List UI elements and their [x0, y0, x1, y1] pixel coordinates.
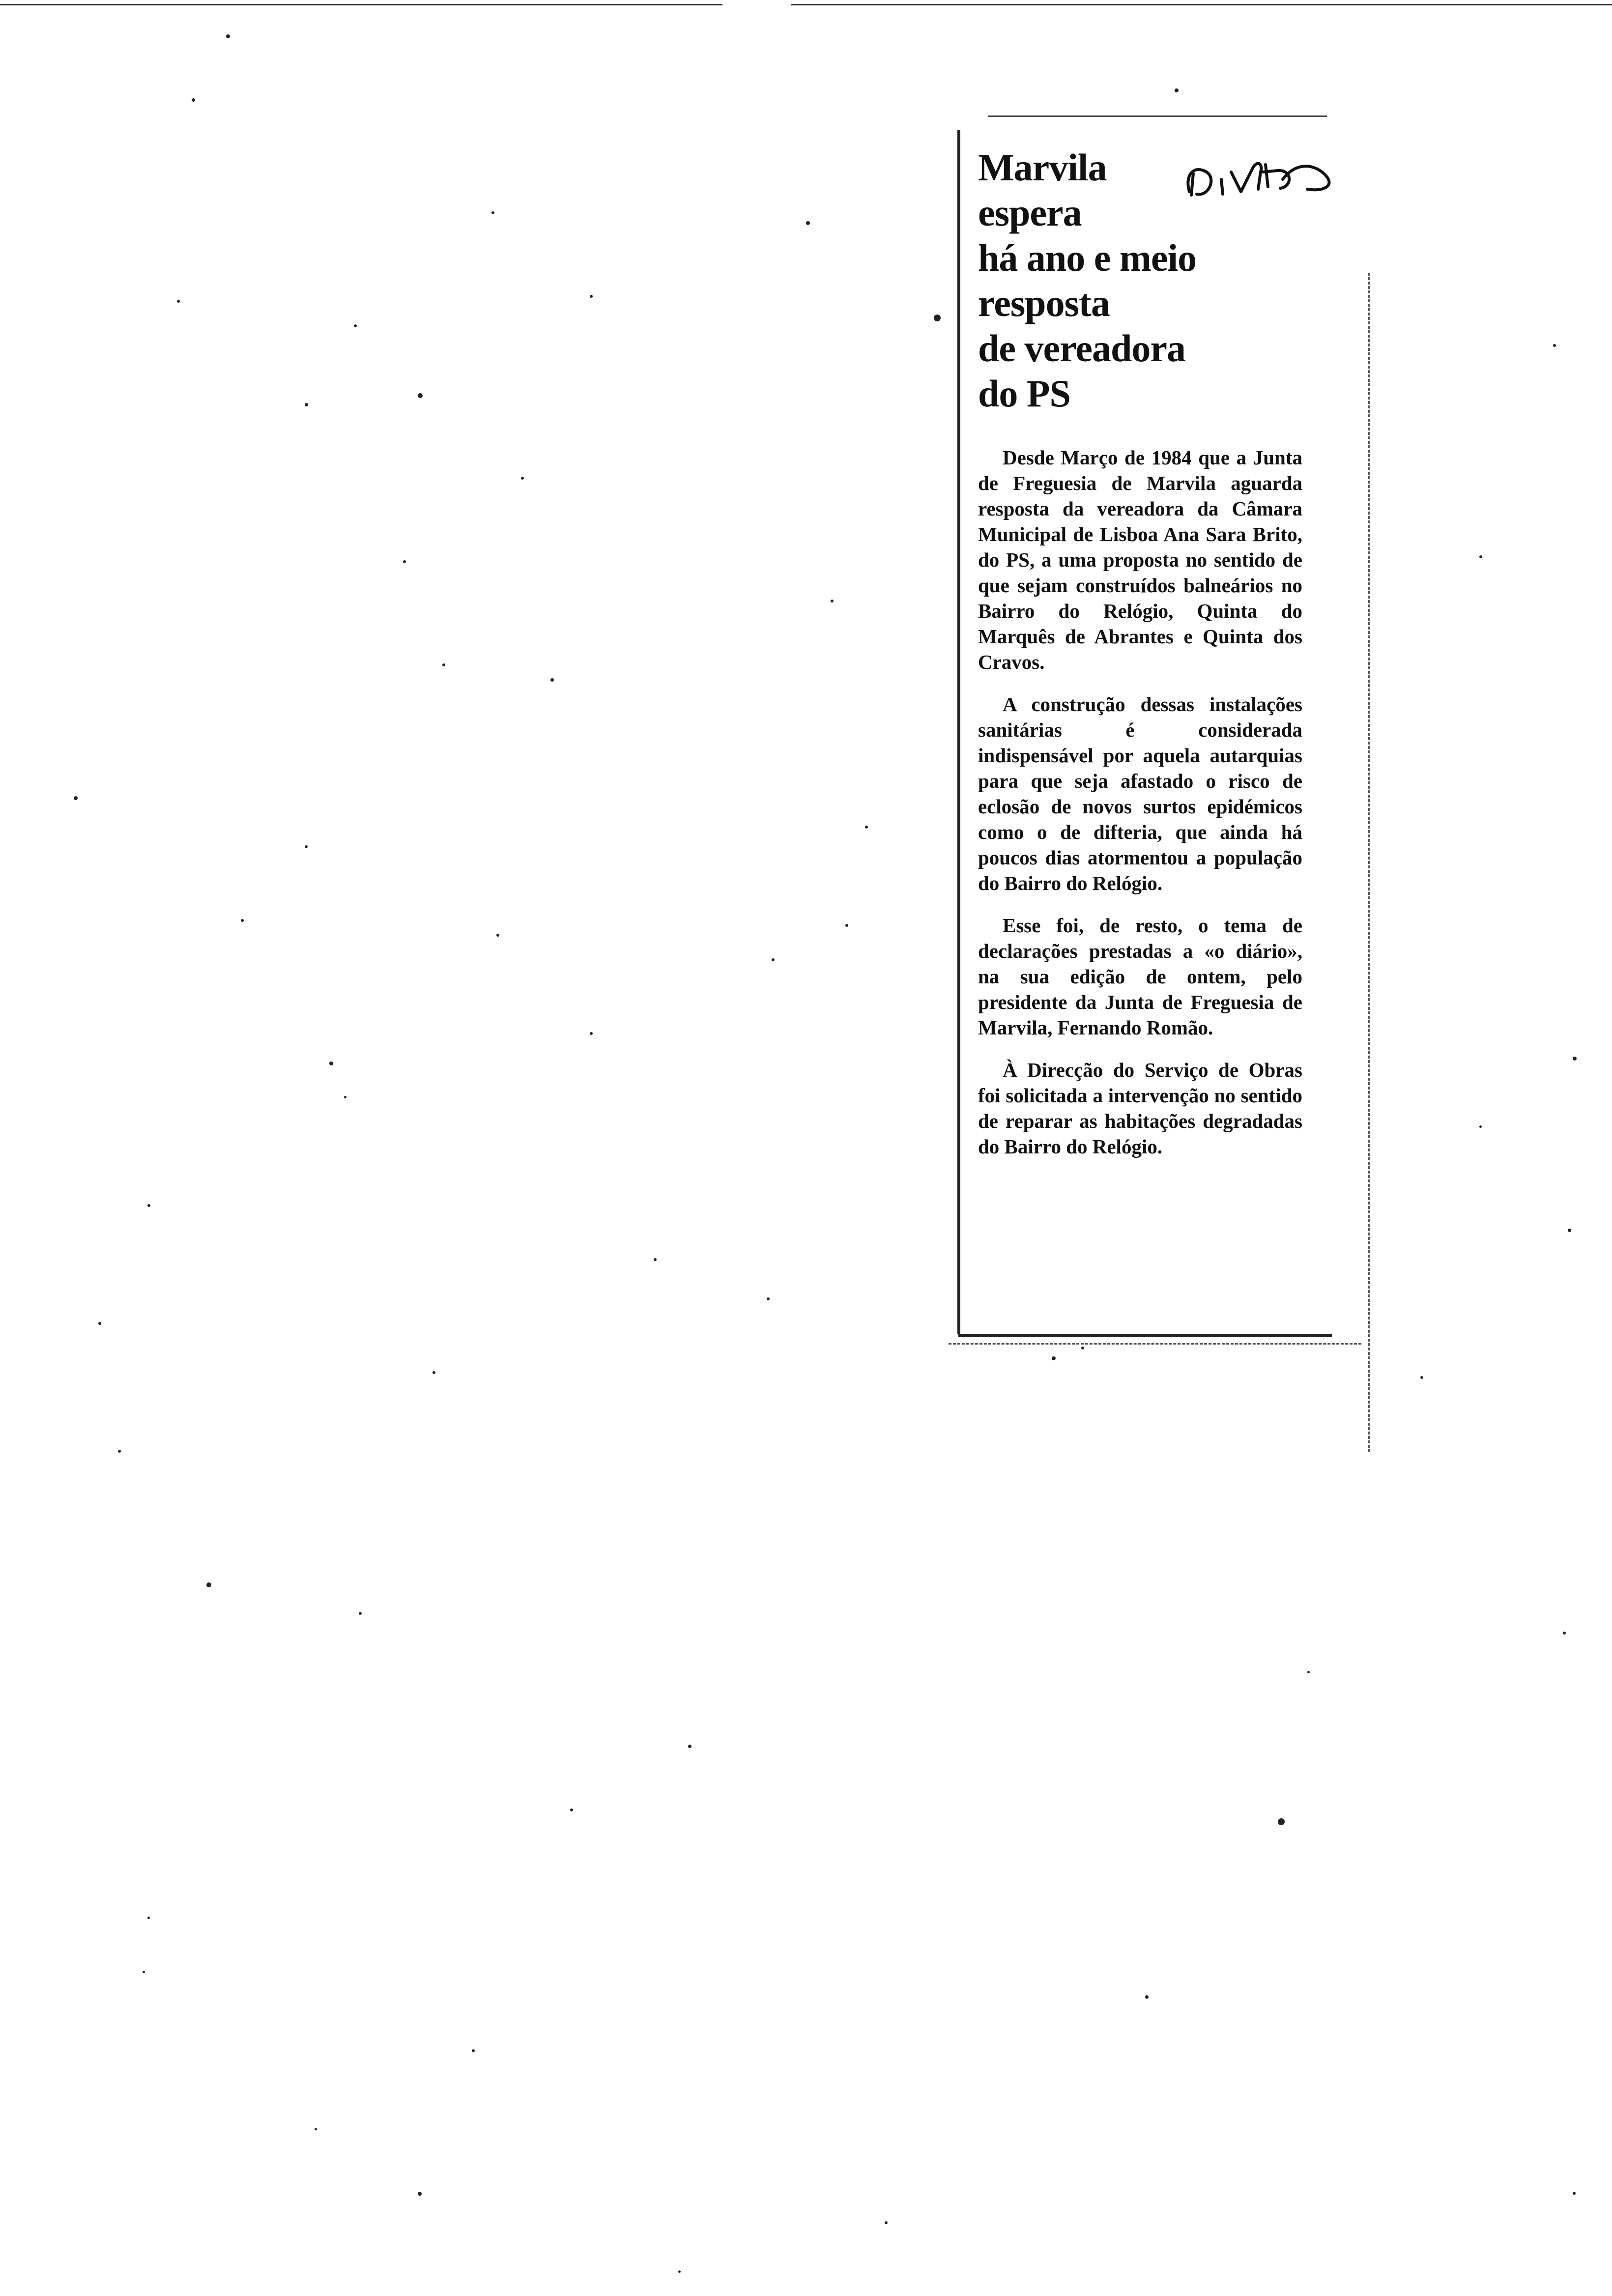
article-body [978, 445, 1302, 1176]
scan-speck [241, 919, 244, 922]
scan-speck [1145, 1995, 1149, 1999]
article-paragraph: Esse foi, de resto, o tema de declarações prestadas a «o diário», na sua edição de ontem, pelo presidente da Junta de Freguesia de Marvila, Fernando Romão. [978, 914, 1302, 1039]
headline-line: do PS [978, 372, 1070, 415]
scan-speck [147, 1917, 150, 1919]
scan-speck [590, 1032, 593, 1035]
scan-speck [1307, 1671, 1310, 1673]
clipping-edge-bottom-cut [949, 1343, 1361, 1346]
scan-speck [1479, 555, 1482, 558]
scan-speck [767, 1297, 770, 1300]
article-paragraph: À Direcção do Serviço de Obras foi solicitada a intervenção no sentido de reparar as habitações degradadas do Bairro do Relógio. [978, 1059, 1302, 1158]
scan-speck [1278, 1818, 1285, 1825]
scan-speck [688, 1745, 691, 1748]
scan-speck [74, 796, 78, 800]
scan-speck [678, 2270, 681, 2273]
clipping-edge-left [957, 130, 960, 1334]
scan-speck [772, 958, 775, 961]
scan-speck [865, 826, 868, 829]
headline-line: de vereadora [978, 327, 1185, 370]
headline-line: há ano e meio [978, 236, 1197, 279]
scan-speck [521, 477, 524, 480]
scan-speck [98, 1322, 101, 1325]
scan-speck [418, 393, 423, 398]
scan-speck [1052, 1356, 1056, 1360]
scan-speck [845, 924, 848, 927]
scan-speck [885, 2221, 888, 2224]
scan-speck [418, 2192, 422, 2196]
headline-line: Marvila [978, 146, 1107, 189]
scan-speck [226, 34, 230, 38]
scan-speck [143, 1971, 145, 1973]
scan-speck [305, 403, 308, 406]
clipping-edge-right [1368, 273, 1371, 1452]
scan-speck [1573, 2192, 1576, 2195]
scan-speck [1568, 1229, 1571, 1232]
scan-speck [315, 2128, 317, 2130]
headline-line: espera [978, 191, 1082, 234]
scan-speck [329, 1062, 333, 1065]
scan-speck [1420, 1376, 1423, 1379]
article-paragraph: A construção dessas instalações sanitárias é considerada indispensável por aquela autarquias para que seja afastado o risco de eclosão de novos surtos epidémicos como o de difteria, que ainda há poucos dias atormentou a população do Bairro do Relógio. [978, 693, 1302, 894]
scan-speck [806, 221, 810, 225]
scan-speck [305, 845, 308, 848]
scan-speck [442, 663, 445, 666]
scan-speck [831, 600, 834, 603]
scan-speck [550, 678, 554, 682]
scan-speck [934, 315, 941, 321]
scan-speck [432, 1371, 435, 1374]
scan-speck [491, 211, 494, 214]
scan-speck [147, 1204, 150, 1207]
article-paragraph: Desde Março de 1984 que a Junta de Freguesia de Marvila aguarda resposta da vereadora da Câmara Municipal de Lisboa Ana Sara Brito, do PS, a uma proposta no sentido de que sejam construídos balneários no Bairro do Relógio, Quinta do Marquês de Abrantes e Quinta dos Cravos. [978, 446, 1302, 673]
scan-speck [496, 934, 499, 937]
scan-speck [1573, 1057, 1577, 1061]
scan-speck [118, 1450, 121, 1453]
scan-speck [1563, 1632, 1566, 1635]
clipping-edge-top [988, 115, 1327, 117]
scan-speck [472, 2049, 475, 2052]
scan-speck [177, 300, 180, 303]
clipping-edge-bottom [958, 1334, 1332, 1337]
scan-speck [570, 1808, 573, 1811]
scan-edge-line-right [791, 4, 1612, 5]
scan-speck [354, 324, 357, 327]
scan-speck [206, 1582, 211, 1587]
scan-speck [403, 560, 406, 563]
scan-speck [590, 295, 593, 298]
newspaper-clipping [949, 115, 1371, 1349]
scan-speck [1175, 88, 1179, 92]
scan-speck [359, 1612, 362, 1615]
headline-line: resposta [978, 282, 1110, 324]
scan-speck [344, 1096, 346, 1098]
scan-speck [654, 1258, 657, 1261]
scan-edge-line-left [0, 4, 722, 5]
scan-speck [1553, 344, 1556, 347]
handwritten-annotation-icon [1180, 145, 1342, 209]
scan-speck [1479, 1125, 1482, 1128]
scan-speck [192, 98, 195, 102]
